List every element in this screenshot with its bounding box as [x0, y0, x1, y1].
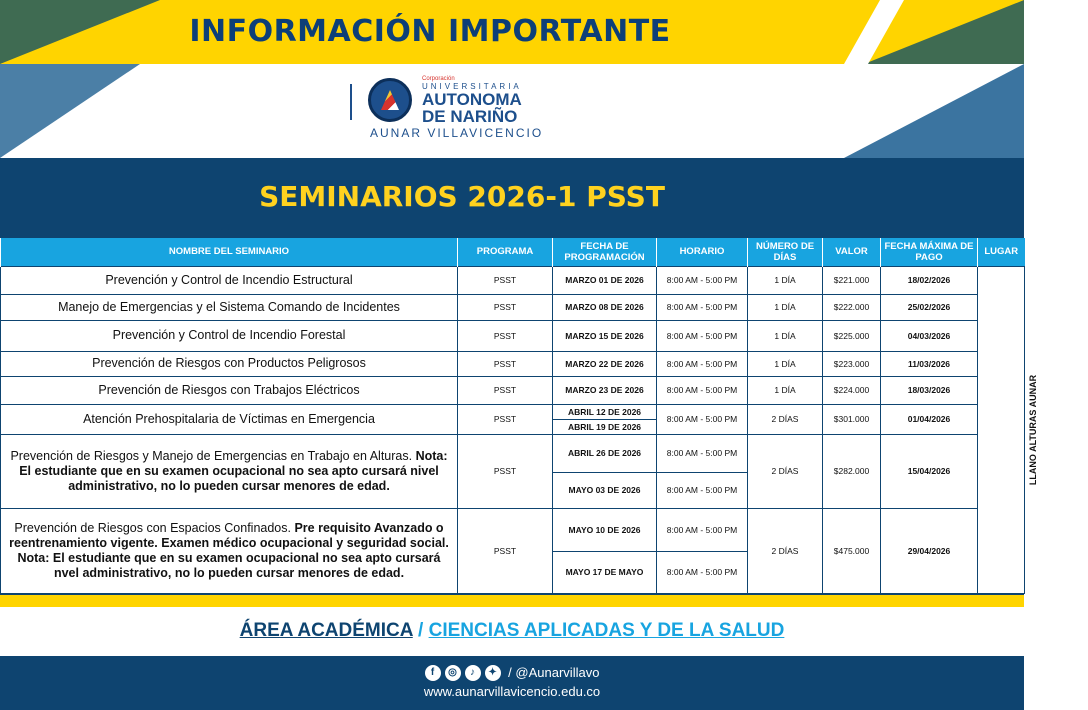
pago-cell: 18/02/2026 [881, 266, 978, 294]
programa-cell: PSST [458, 508, 553, 593]
fecha-second: ABRIL 19 DE 2026 [567, 421, 642, 432]
col-header-horario: HORARIO [657, 238, 748, 266]
horario-cell: 8:00 AM - 5:00 PM [657, 351, 748, 376]
table-row [1, 320, 1025, 351]
programa-cell: PSST [458, 404, 553, 434]
valor-cell: $301.000 [823, 404, 881, 434]
table-header-row [1, 238, 1025, 266]
valor-cell: $282.000 [823, 434, 881, 508]
seminar-name: Atención Prehospitalaria de Víctimas en Emergencia [1, 404, 458, 434]
valor-cell: $222.000 [823, 294, 881, 320]
horario-cell: 8:00 AM - 5:00 PM [657, 320, 748, 351]
valor-cell: $224.000 [823, 376, 881, 404]
university-logo [350, 72, 544, 144]
seminar-note: Pre requisito Avanzado o reentrenamiento vigente. Examen médico ocupacional y seguridad social. Nota: El estudiante que en su examen ocupacional no sea apto cursará nvel administrativo, no lo pueden cursar menores de edad. [9, 520, 449, 580]
seminar-title: Prevención de Riesgos y Manejo de Emergencias en Trabajo en Alturas. [10, 448, 413, 463]
area-link[interactable]: ÁREA ACADÉMICA [239, 620, 413, 641]
col-header-dias: NÚMERO DE DÍAS [748, 238, 823, 266]
programa-cell: PSST [458, 266, 553, 294]
horario-cell: 8:00 AM - 5:00 PM [657, 472, 748, 508]
fecha-cell: MARZO 01 DE 2026 [553, 266, 657, 294]
fecha-cell: MAYO 10 DE 2026 [553, 508, 657, 551]
fecha-cell: MARZO 15 DE 2026 [553, 320, 657, 351]
seminar-name: Prevención de Riesgos con Trabajos Eléctricos [1, 376, 458, 404]
lugar-text: LLANO ALTURAS AUNAR [1028, 374, 1039, 485]
dias-cell: 1 DÍA [748, 376, 823, 404]
dias-cell: 2 DÍAS [748, 508, 823, 593]
dias-cell: 1 DÍA [748, 320, 823, 351]
lugar-cell [978, 266, 1039, 593]
social-handle[interactable]: @Aunarvillavo [515, 665, 600, 681]
dias-cell: 2 DÍAS [748, 434, 823, 508]
facebook-icon[interactable]: f [425, 665, 441, 681]
vigilada-mark [350, 84, 360, 120]
dias-cell: 1 DÍA [748, 266, 823, 294]
seminar-name: Manejo de Emergencias y el Sistema Comando de Incidentes [1, 294, 458, 320]
decor-stripe [0, 64, 140, 158]
seminar-name: Prevención y Control de Incendio Forestal [1, 320, 458, 351]
twitter-icon[interactable]: ✦ [485, 665, 501, 681]
subtitle: SEMINARIOS 2026-1 PSST [259, 180, 665, 213]
logo-sub: AUNAR VILLAVICENCIO [370, 126, 544, 140]
seminar-name: Prevención de Riesgos con Productos Peligrosos [1, 351, 458, 376]
seminar-name [1, 434, 458, 508]
seminar-note: Nota: El estudiante que en su examen ocupacional no sea apto cursará nivel administrativo, no lo pueden cursar menores de edad. [19, 448, 448, 493]
logo-line1: AUTONOMA [422, 90, 522, 109]
valor-cell: $221.000 [823, 266, 881, 294]
pago-cell: 29/04/2026 [881, 508, 978, 593]
table-row [1, 376, 1025, 404]
programa-cell: PSST [458, 434, 553, 508]
footer-yellow-band [0, 595, 1024, 607]
programa-cell: PSST [458, 376, 553, 404]
valor-cell: $225.000 [823, 320, 881, 351]
page-title: INFORMACIÓN IMPORTANTE [189, 14, 671, 49]
seminar-name [1, 508, 458, 593]
col-header-valor: VALOR [823, 238, 881, 266]
horario-cell: 8:00 AM - 5:00 PM [657, 376, 748, 404]
logo-universitaria: UNIVERSITARIA [422, 82, 522, 91]
horario-cell: 8:00 AM - 5:00 PM [657, 551, 748, 593]
pago-cell: 11/03/2026 [881, 351, 978, 376]
fecha-cell: MAYO 17 DE MAYO [553, 551, 657, 593]
logo-corp: Corporación [422, 76, 455, 82]
decor-stripe [844, 64, 1024, 158]
social-separator: / [508, 665, 512, 681]
fecha-cell: ABRIL 26 DE 2026 [553, 434, 657, 472]
programa-cell: PSST [458, 320, 553, 351]
fecha-cell [553, 404, 657, 434]
table-row [1, 266, 1025, 294]
header [0, 0, 1024, 158]
col-header-nombre: NOMBRE DEL SEMINARIO [1, 238, 458, 266]
table-row [1, 404, 1025, 434]
logo-line2: DE NARIÑO [422, 107, 518, 126]
col-header-lugar: LUGAR [978, 238, 1025, 266]
col-header-fecha: FECHA DE PROGRAMACIÓN [553, 238, 657, 266]
fecha-first: ABRIL 12 DE 2026 [553, 405, 656, 420]
horario-cell: 8:00 AM - 5:00 PM [657, 266, 748, 294]
horario-cell: 8:00 AM - 5:00 PM [657, 294, 748, 320]
ciencias-link[interactable]: CIENCIAS APLICADAS Y DE LA SALUD [428, 620, 785, 641]
seminar-title: Prevención de Riesgos con Espacios Confinados. [14, 520, 291, 535]
seminar-table-wrapper [0, 238, 1039, 595]
social-links [0, 664, 1024, 681]
col-header-pago: FECHA MÁXIMA DE PAGO [881, 238, 978, 266]
valor-cell: $475.000 [823, 508, 881, 593]
table-row [1, 294, 1025, 320]
fecha-cell: MARZO 08 DE 2026 [553, 294, 657, 320]
pago-cell: 25/02/2026 [881, 294, 978, 320]
table-row [1, 508, 1025, 551]
dias-cell: 1 DÍA [748, 294, 823, 320]
seminar-name: Prevención y Control de Incendio Estructural [1, 266, 458, 294]
fecha-cell: MARZO 22 DE 2026 [553, 351, 657, 376]
area-academica [0, 620, 1024, 642]
table-row [1, 351, 1025, 376]
dias-cell: 1 DÍA [748, 351, 823, 376]
dias-cell: 2 DÍAS [748, 404, 823, 434]
table-row [1, 434, 1025, 472]
fecha-cell: MAYO 03 DE 2026 [553, 472, 657, 508]
pago-cell: 04/03/2026 [881, 320, 978, 351]
fecha-cell: MARZO 23 DE 2026 [553, 376, 657, 404]
col-header-programa: PROGRAMA [458, 238, 553, 266]
website-link[interactable]: www.aunarvillavicencio.edu.co [423, 684, 601, 699]
pago-cell: 01/04/2026 [881, 404, 978, 434]
tiktok-icon[interactable]: ♪ [465, 665, 481, 681]
horario-cell: 8:00 AM - 5:00 PM [657, 508, 748, 551]
seminar-table [0, 238, 1039, 594]
valor-cell: $223.000 [823, 351, 881, 376]
programa-cell: PSST [458, 294, 553, 320]
seal-icon [368, 78, 412, 122]
programa-cell: PSST [458, 351, 553, 376]
horario-cell: 8:00 AM - 5:00 PM [657, 434, 748, 472]
pago-cell: 18/03/2026 [881, 376, 978, 404]
instagram-icon[interactable]: ◎ [445, 665, 461, 681]
area-separator: / [412, 620, 429, 641]
pago-cell: 15/04/2026 [881, 434, 978, 508]
horario-cell: 8:00 AM - 5:00 PM [657, 404, 748, 434]
